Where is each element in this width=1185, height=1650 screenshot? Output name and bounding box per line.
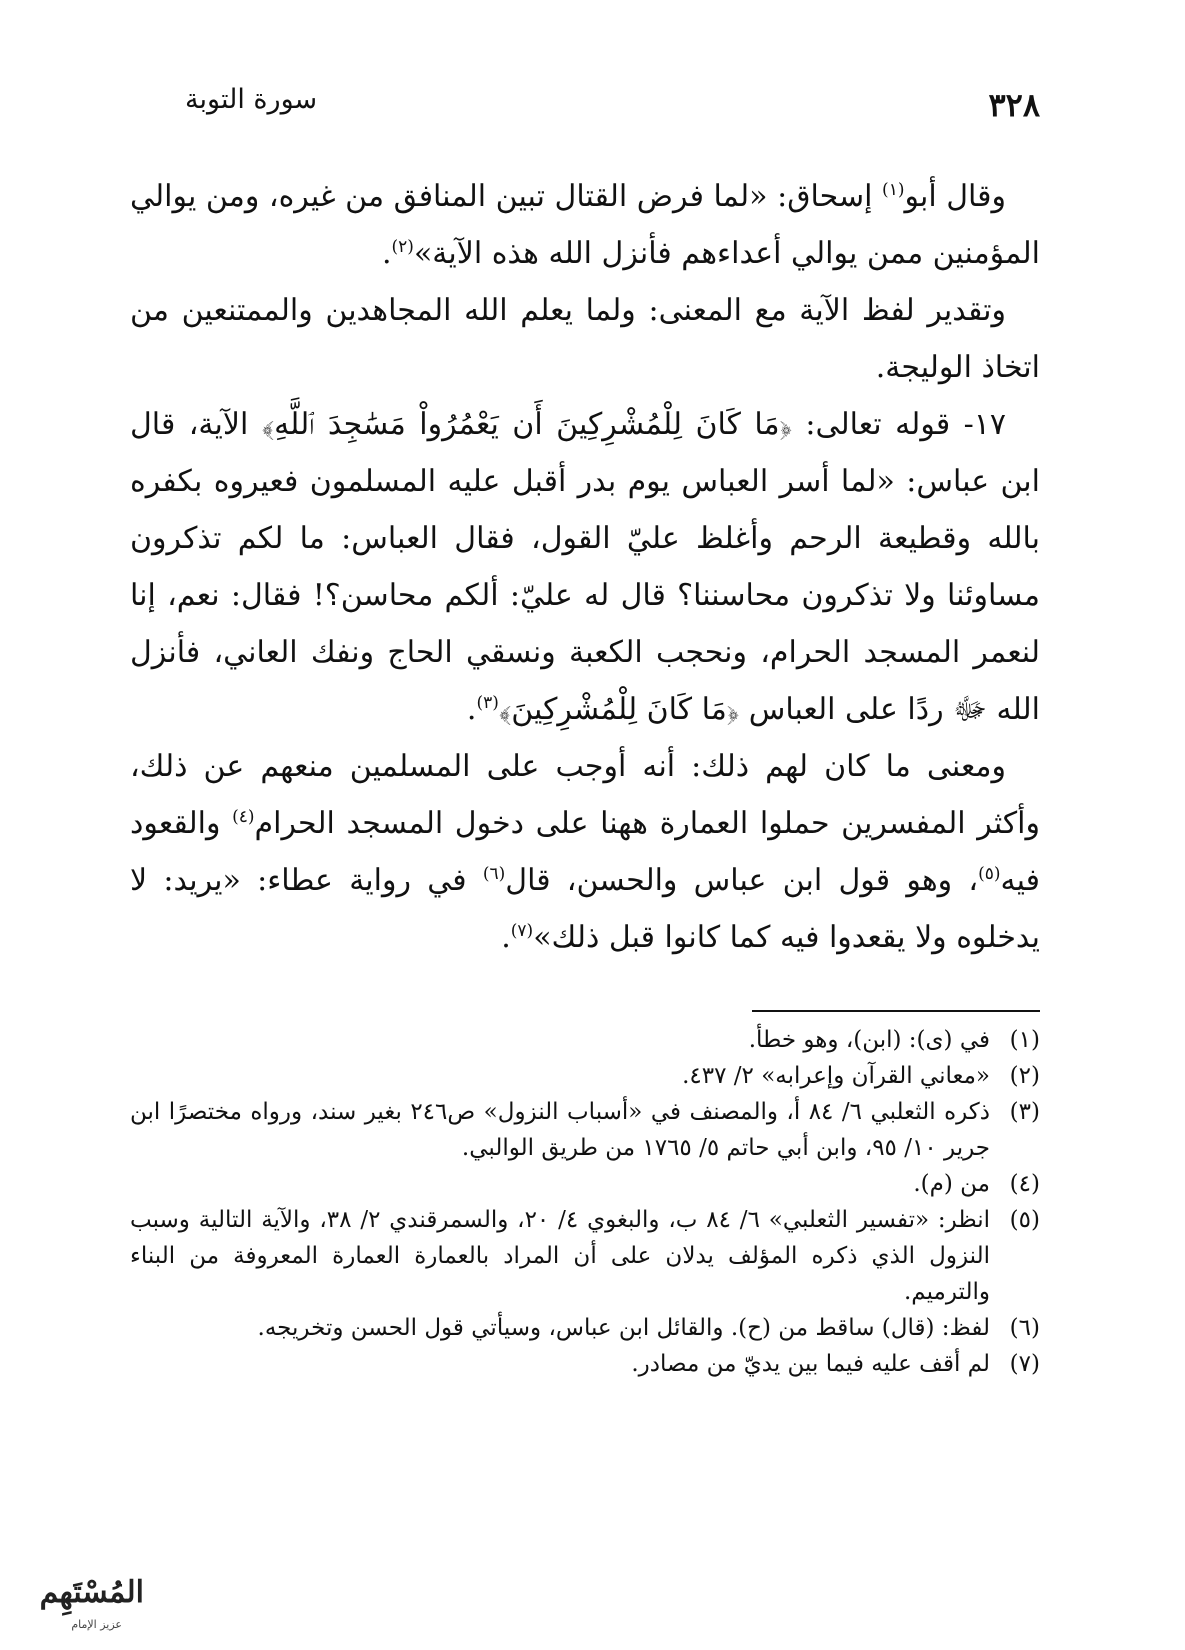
text-run: والقعود فيه: [130, 806, 1040, 898]
page-number: ٣٢٨: [988, 86, 1040, 124]
footnote-number: (٢): [1009, 1063, 1040, 1089]
stamp-icon: [4, 1558, 154, 1638]
text-run: إسحاق: «لما فرض القتال تبين المنافق من غيره، ومن يوالي المؤمنين ممن يوالي أعداءهم فأنزل الله هذه الآية»: [130, 179, 1040, 271]
footnote-ref: (١): [882, 180, 905, 200]
footnote-ref: (٧): [510, 921, 534, 941]
library-stamp-logo: [4, 1558, 154, 1638]
footnote: [130, 1346, 1040, 1382]
text-run: .: [501, 920, 511, 955]
footnote-ref: (٥): [978, 864, 1001, 884]
footnote: [130, 1022, 1040, 1058]
paragraph-3: [130, 396, 1040, 738]
surah-title: سورة التوبة: [185, 84, 318, 115]
paragraph-2: وتقدير لفظ الآية مع المعنى: ولما يعلم الله المجاهدين والممتنعين من اتخاذ الوليجة.: [130, 293, 1040, 385]
footnote-number: (٦): [1009, 1315, 1040, 1341]
text-run: ١٧- قوله تعالى:: [791, 407, 1006, 442]
footnote: [130, 1166, 1040, 1202]
footnote-separator: [752, 1010, 1040, 1012]
footnote-text: في (ى): (ابن)، وهو خطأ.: [748, 1027, 990, 1053]
footnote-number: (٥): [1009, 1207, 1040, 1233]
footnote: [130, 1094, 1040, 1166]
footnotes: [130, 1022, 1040, 1382]
footnote-ref: (٦): [482, 864, 506, 884]
footnote-ref: (٤): [232, 807, 255, 827]
footnote-number: (٤): [1009, 1171, 1040, 1197]
quran-verse: ﴿مَا كَانَ لِلْمُشْرِكِينَ أَن يَعْمُرُواْ مَسَٰجِدَ ٱللَّهِ﴾: [261, 407, 792, 442]
footnote-text: من (م).: [913, 1171, 990, 1197]
paragraph-4: [130, 738, 1040, 966]
footnote-text: لفظ: (قال) ساقط من (ح). والقائل ابن عباس، وسيأتي قول الحسن وتخريجه.: [257, 1315, 990, 1341]
footnote-text: «معاني القرآن وإعرابه» ٢/ ٤٣٧.: [682, 1063, 990, 1089]
text-run: ومعنى ما كان لهم ذلك: أنه أوجب على المسلمين منعهم عن ذلك، وأكثر المفسرين حملوا العمارة ههنا على دخول المسجد الحرام: [130, 749, 1040, 841]
quran-verse: ﴿مَا كَانَ لِلْمُشْرِكِينَ﴾: [498, 692, 740, 727]
footnote: [130, 1310, 1040, 1346]
footnote-ref: (٣): [476, 693, 499, 713]
footnote-number: (١): [1009, 1027, 1040, 1053]
page-header: [185, 78, 1040, 128]
paragraph-1: [130, 168, 1040, 282]
stamp-text: المُسْتَهِم: [39, 1575, 144, 1610]
main-text: [130, 168, 1040, 966]
footnote: [130, 1058, 1040, 1094]
footnote-text: لم أقف عليه فيما بين يديّ من مصادر.: [631, 1351, 990, 1377]
text-run: في رواية عطاء: «يريد: لا يدخلوه ولا يقعدوا فيه كما كانوا قبل ذلك»: [130, 863, 1040, 955]
footnote-number: (٣): [1009, 1099, 1040, 1125]
text-run: ، وهو قول ابن عباس والحسن، قال: [505, 863, 979, 898]
text-run: .: [466, 692, 477, 727]
footnote-number: (٧): [1009, 1351, 1040, 1377]
footnote: [130, 1202, 1040, 1310]
text-run: وقال أبو: [904, 179, 1007, 214]
footnote-ref: (٢): [391, 237, 414, 257]
text-run: الآية، قال ابن عباس: «لما أسر العباس يوم بدر أقبل عليه المسلمون فعيروه بكفره بالله وقطيعة الرحم وأغلظ عليّ القول، فقال العباس: ما لكم تذكرون مساوئنا ولا تذكرون محاسننا؟ قال له عليّ: ألكم محاسن؟! فقال: نعم، إنا لنعمر المسجد الحرام، ونحجب الكعبة ونسقي الحاج ونفك العاني، فأنزل الله ﷻ ردًا على العباس: [130, 407, 1040, 727]
footnote-text: ذكره الثعلبي ٦/ ٨٤ أ، والمصنف في «أسباب النزول» ص٢٤٦ بغير سند، ورواه مختصرًا ابن جرير ١٠/ ٩٥، وابن أبي حاتم ٥/ ١٧٦٥ من طريق الوالبي.: [130, 1099, 990, 1161]
footnote-text: انظر: «تفسير الثعلبي» ٦/ ٨٤ ب، والبغوي ٤/ ٢٠، والسمرقندي ٢/ ٣٨، والآية التالية وسبب النزول الذي ذكره المؤلف يدلان على أن المراد بالعمارة العمارة المعروفة من البناء والترميم.: [130, 1207, 991, 1305]
stamp-subtext: عزيز الإمام: [71, 1618, 122, 1631]
text-run: .: [381, 236, 392, 271]
